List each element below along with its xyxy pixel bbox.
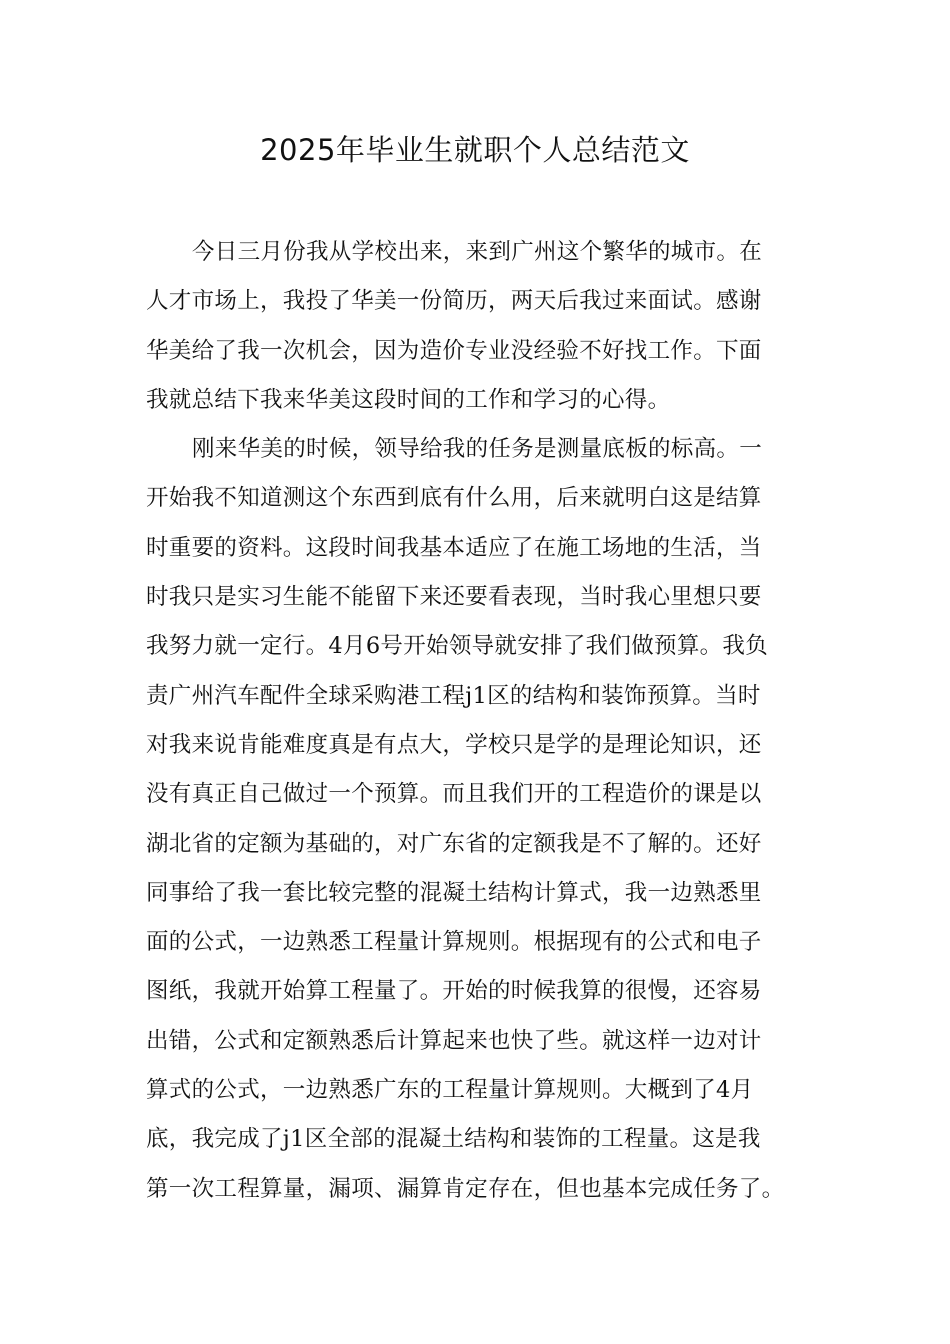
document-body [146, 228, 836, 1214]
paragraph-line: 责广州汽车配件全球采购港工程j1区的结构和装饰预算。当时 [146, 682, 761, 709]
paragraph-line: 人才市场上，我投了华美一份简历，两天后我过来面试。感谢 [146, 288, 762, 315]
paragraph-line: 算式的公式，一边熟悉广东的工程量计算规则。大概到了4月 [146, 1077, 754, 1104]
paragraph-line: 时重要的资料。这段时间我基本适应了在施工场地的生活，当 [146, 534, 762, 561]
paragraph-line: 图纸，我就开始算工程量了。开始的时候我算的很慢，还容易 [146, 978, 762, 1005]
paragraph-line: 华美给了我一次机会，因为造价专业没经验不好找工作。下面 [146, 337, 762, 364]
paragraph-line: 同事给了我一套比较完整的混凝土结构计算式，我一边熟悉里 [146, 879, 762, 906]
paragraph-line: 底，我完成了j1区全部的混凝土结构和装饰的工程量。这是我 [146, 1126, 761, 1153]
paragraph-line: 对我来说肯能难度真是有点大，学校只是学的是理论知识，还 [146, 731, 762, 758]
paragraph-line: 我就总结下我来华美这段时间的工作和学习的心得。 [146, 386, 671, 413]
paragraph-line: 出错，公式和定额熟悉后计算起来也快了些。就这样一边对计 [146, 1027, 762, 1054]
document-title: 2025年毕业生就职个人总结范文 [260, 133, 690, 167]
paragraph-line: 刚来华美的时候，领导给我的任务是测量底板的标高。一 [192, 436, 763, 463]
paragraph-line: 没有真正自己做过一个预算。而且我们开的工程造价的课是以 [146, 781, 762, 808]
paragraph-line: 面的公式，一边熟悉工程量计算规则。根据现有的公式和电子 [146, 929, 762, 956]
paragraph-line: 时我只是实习生能不能留下来还要看表现，当时我心里想只要 [146, 584, 762, 611]
paragraph-line: 我努力就一定行。4月6号开始领导就安排了我们做预算。我负 [146, 633, 769, 660]
paragraph-line: 湖北省的定额为基础的，对广东省的定额我是不了解的。还好 [146, 830, 762, 857]
paragraph-line: 第一次工程算量，漏项、漏算肯定存在，但也基本完成任务了。 [146, 1175, 785, 1202]
paragraph-line: 今日三月份我从学校出来，来到广州这个繁华的城市。在 [192, 239, 763, 265]
paragraph-line: 开始我不知道测这个东西到底有什么用，后来就明白这是结算 [146, 485, 762, 512]
